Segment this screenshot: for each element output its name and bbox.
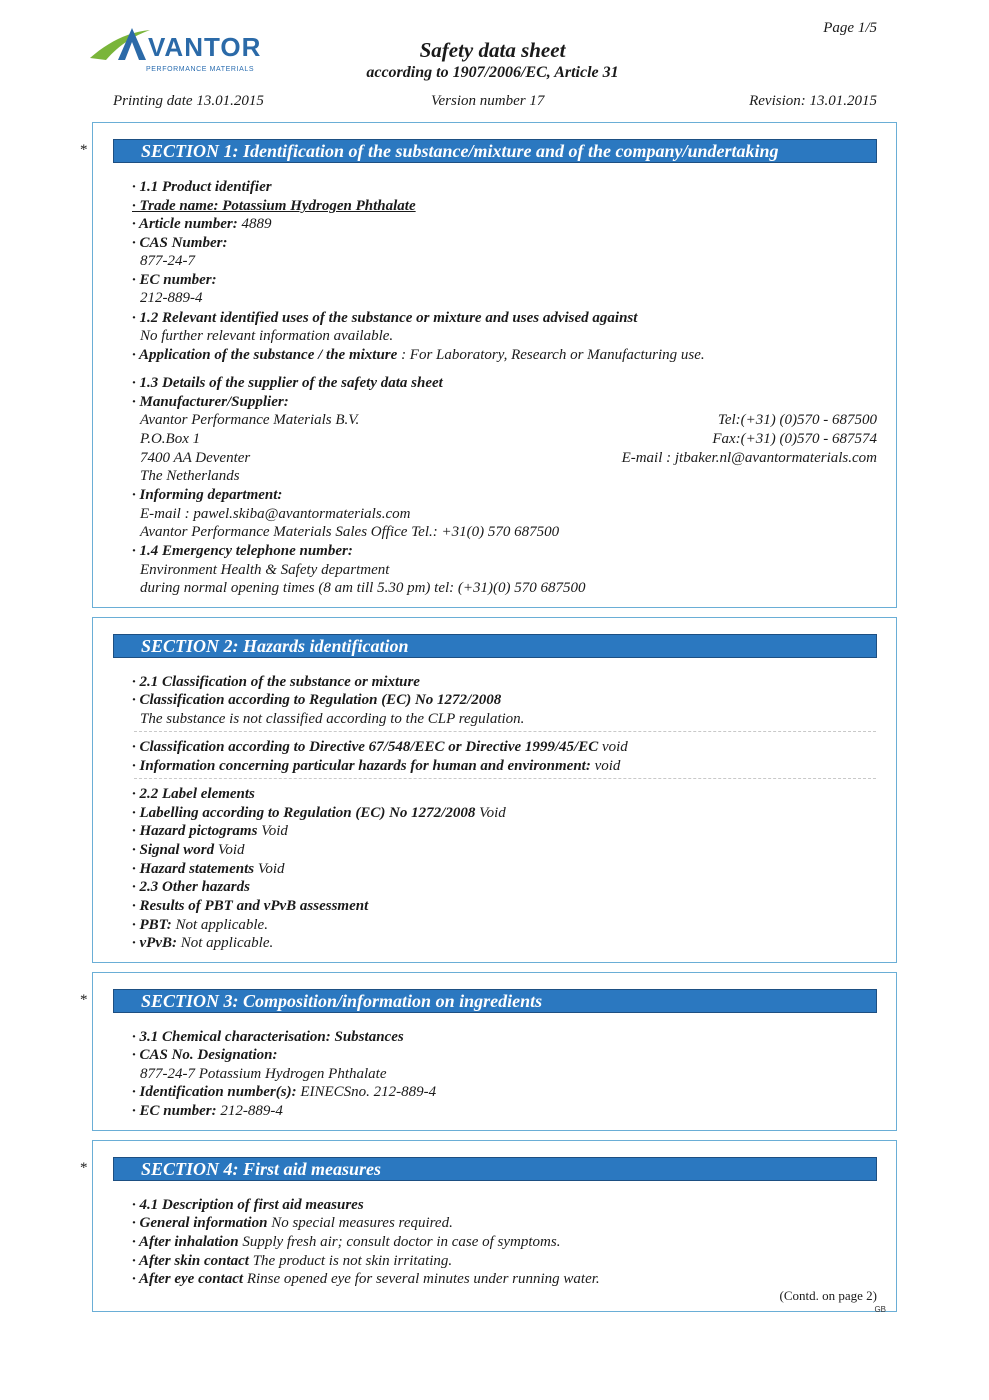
- informing-department-label: · Informing department:: [132, 487, 283, 503]
- labelling-label: · Labelling according to Regulation (EC) No 1272/2008: [132, 805, 476, 821]
- eye-contact-label: · After eye contact: [132, 1271, 244, 1287]
- relevant-uses-label: · 1.2 Relevant identified uses of the substance or mixture and uses advised against: [132, 310, 638, 326]
- application-value: : For Laboratory, Research or Manufacturing use.: [397, 347, 705, 363]
- inhalation-label: · After inhalation: [132, 1234, 239, 1250]
- address-line: Avantor Performance Materials B.V.: [140, 412, 360, 428]
- pbt-value: Not applicable.: [171, 917, 268, 933]
- signal-word-value: Void: [214, 842, 245, 858]
- supplier-fax: Fax:(+31) (0)570 - 687574: [712, 431, 877, 447]
- directive-value: void: [598, 739, 628, 755]
- section-3-heading: SECTION 3: Composition/information on ingredients: [113, 989, 877, 1013]
- relevant-uses-value: No further relevant information available.: [140, 328, 394, 344]
- ec-number-label: · EC number:: [132, 272, 217, 288]
- divider: [134, 778, 876, 779]
- pbt-label: · PBT:: [132, 917, 172, 933]
- labelling-value: Void: [475, 805, 506, 821]
- pictograms-value: Void: [257, 823, 288, 839]
- hazard-info-label: · Information concerning particular hazards for human and environment:: [132, 758, 591, 774]
- cas-number-value: 877-24-7: [140, 253, 195, 269]
- supplier-email[interactable]: E-mail : jtbaker.nl@avantormaterials.com: [621, 450, 877, 466]
- other-hazards-label: · 2.3 Other hazards: [132, 879, 250, 895]
- regulation-label: · Classification according to Regulation (EC) No 1272/2008: [132, 692, 502, 708]
- first-aid-description-label: · 4.1 Description of first aid measures: [132, 1197, 364, 1213]
- address-line: 7400 AA Deventer: [140, 450, 251, 466]
- country-code: GB: [874, 1305, 886, 1314]
- identification-value: EINECSno. 212-889-4: [296, 1084, 437, 1100]
- inhalation-value: Supply fresh air; consult doctor in case of symptoms.: [238, 1234, 561, 1250]
- address-line: The Netherlands: [140, 468, 240, 484]
- ec-number-label: · EC number:: [132, 1103, 217, 1119]
- general-info-value: No special measures required.: [267, 1215, 453, 1231]
- article-number-label: · Article number:: [132, 216, 238, 232]
- hazard-statements-value: Void: [254, 861, 285, 877]
- continued-note: (Contd. on page 2): [779, 1288, 877, 1303]
- identification-label: · Identification number(s):: [132, 1084, 297, 1100]
- hazard-info-value: void: [590, 758, 621, 774]
- ec-number-value: 212-889-4: [216, 1103, 283, 1119]
- supplier-tel: Tel:(+31) (0)570 - 687500: [717, 412, 877, 428]
- eye-contact-value: Rinse opened eye for several minutes under running water.: [243, 1271, 600, 1287]
- emergency-label: · 1.4 Emergency telephone number:: [132, 543, 353, 559]
- section-2-heading: SECTION 2: Hazards identification: [113, 634, 877, 658]
- svg-text:VANTOR: VANTOR: [148, 32, 262, 62]
- cas-designation-label: · CAS No. Designation:: [132, 1047, 278, 1063]
- signal-word-label: · Signal word: [132, 842, 215, 858]
- pictograms-label: · Hazard pictograms: [132, 823, 258, 839]
- label-elements: · 2.2 Label elements: [132, 786, 255, 802]
- divider: [134, 731, 876, 732]
- emergency-hours: during normal opening times (8 am till 5.30 pm) tel: (+31)(0) 570 687500: [140, 580, 586, 596]
- product-identifier-label: · 1.1 Product identifier: [132, 179, 272, 195]
- logo-subtitle: PERFORMANCE MATERIALS: [146, 66, 255, 73]
- directive-label: · Classification according to Directive 67/548/EEC or Directive 1999/45/EC: [132, 739, 599, 755]
- section-4-heading: SECTION 4: First aid measures: [113, 1157, 877, 1181]
- skin-contact-label: · After skin contact: [132, 1253, 249, 1269]
- pbt-results-label: · Results of PBT and vPvB assessment: [132, 898, 369, 914]
- page-number: Page 1/5: [823, 20, 877, 36]
- article-number-value: 4889: [237, 216, 272, 232]
- revision-star: *: [80, 992, 88, 1008]
- cas-designation-value: 877-24-7 Potassium Hydrogen Phthalate: [140, 1066, 387, 1082]
- cas-number-label: · CAS Number:: [132, 235, 228, 251]
- general-info-label: · General information: [132, 1215, 268, 1231]
- revision-star: *: [80, 142, 88, 158]
- section-1-heading: SECTION 1: Identification of the substance/mixture and of the company/undertaking: [113, 139, 877, 163]
- manufacturer-label: · Manufacturer/Supplier:: [132, 394, 289, 410]
- informing-office: Avantor Performance Materials Sales Office Tel.: +31(0) 570 687500: [140, 524, 560, 540]
- regulation-value: The substance is not classified according to the CLP regulation.: [140, 711, 525, 727]
- hazard-statements-label: · Hazard statements: [132, 861, 255, 877]
- ec-number-value: 212-889-4: [140, 290, 203, 306]
- characterisation-label: · 3.1 Chemical characterisation: Substances: [132, 1029, 404, 1045]
- vpvb-value: Not applicable.: [176, 935, 274, 951]
- vpvb-label: · vPvB:: [132, 935, 177, 951]
- trade-name: · Trade name: Potassium Hydrogen Phthalate: [132, 198, 416, 214]
- revision-star: *: [80, 1160, 88, 1176]
- emergency-department: Environment Health & Safety department: [140, 562, 390, 578]
- printing-date: Printing date 13.01.2015: [113, 93, 264, 109]
- document-title: Safety data sheet: [419, 38, 566, 62]
- informing-email[interactable]: E-mail : pawel.skiba@avantormaterials.com: [140, 506, 411, 522]
- supplier-details-label: · 1.3 Details of the supplier of the safety data sheet: [132, 375, 443, 391]
- version-number: Version number 17: [431, 93, 545, 109]
- document-subtitle: according to 1907/2006/EC, Article 31: [366, 64, 619, 81]
- address-line: P.O.Box 1: [140, 431, 201, 447]
- revision-date: Revision: 13.01.2015: [749, 93, 877, 109]
- application-label: · Application of the substance / the mixture: [132, 347, 398, 363]
- classification-label: · 2.1 Classification of the substance or mixture: [132, 674, 420, 690]
- skin-contact-value: The product is not skin irritating.: [248, 1253, 453, 1269]
